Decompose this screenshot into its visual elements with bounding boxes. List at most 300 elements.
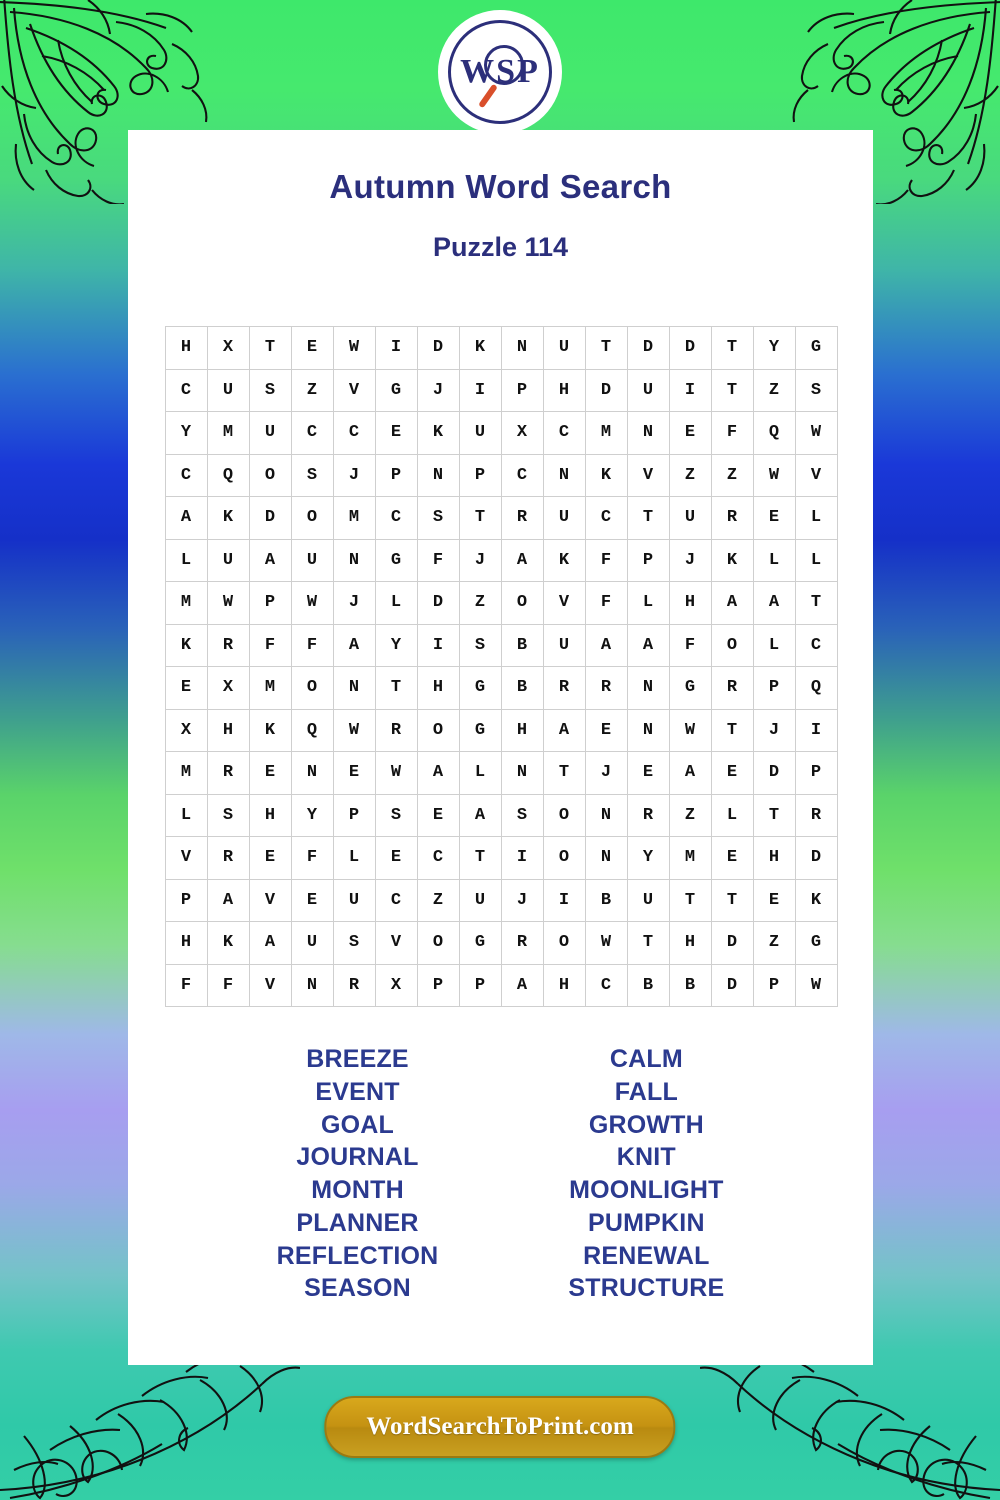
word-list xyxy=(181,1043,821,1305)
grid-cell[interactable]: T xyxy=(543,752,585,795)
word-list-column-left xyxy=(277,1043,439,1305)
grid-cell[interactable]: L xyxy=(165,794,207,837)
grid-cell[interactable]: Y xyxy=(753,327,795,370)
grid-cell[interactable]: A xyxy=(627,624,669,667)
grid-cell[interactable]: V xyxy=(375,922,417,965)
grid-cell[interactable]: W xyxy=(333,709,375,752)
grid-cell[interactable]: W xyxy=(207,582,249,625)
grid-cell[interactable]: D xyxy=(417,582,459,625)
grid-cell[interactable]: M xyxy=(249,667,291,710)
grid-cell[interactable]: F xyxy=(291,624,333,667)
grid-cell[interactable]: G xyxy=(375,369,417,412)
grid-cell[interactable]: O xyxy=(417,922,459,965)
grid-row xyxy=(165,369,837,412)
grid-cell[interactable]: S xyxy=(291,454,333,497)
grid-cell[interactable]: T xyxy=(375,667,417,710)
grid-cell[interactable]: O xyxy=(501,582,543,625)
grid-cell[interactable]: W xyxy=(669,709,711,752)
grid-cell[interactable]: Z xyxy=(669,454,711,497)
grid-cell[interactable]: M xyxy=(333,497,375,540)
grid-cell[interactable]: V xyxy=(627,454,669,497)
grid-row xyxy=(165,922,837,965)
grid-cell[interactable]: S xyxy=(501,794,543,837)
grid-cell[interactable]: L xyxy=(795,539,837,582)
word-search-grid[interactable] xyxy=(165,326,838,1007)
grid-cell[interactable]: A xyxy=(249,922,291,965)
grid-cell[interactable]: P xyxy=(459,454,501,497)
grid-cell[interactable]: O xyxy=(417,709,459,752)
grid-cell[interactable]: C xyxy=(165,454,207,497)
word-list-item: MOONLIGHT xyxy=(569,1176,724,1204)
grid-cell[interactable]: R xyxy=(501,922,543,965)
grid-cell[interactable]: I xyxy=(795,709,837,752)
grid-cell[interactable]: I xyxy=(375,327,417,370)
grid-cell[interactable]: I xyxy=(543,879,585,922)
grid-cell[interactable]: P xyxy=(249,582,291,625)
grid-cell[interactable]: Y xyxy=(291,794,333,837)
grid-cell[interactable]: K xyxy=(459,327,501,370)
grid-cell[interactable]: O xyxy=(543,922,585,965)
grid-cell[interactable]: V xyxy=(543,582,585,625)
grid-cell[interactable]: J xyxy=(459,539,501,582)
grid-cell[interactable]: I xyxy=(669,369,711,412)
grid-cell[interactable]: D xyxy=(585,369,627,412)
grid-cell[interactable]: E xyxy=(627,752,669,795)
grid-cell[interactable]: U xyxy=(627,369,669,412)
grid-cell[interactable]: A xyxy=(585,624,627,667)
grid-cell[interactable]: L xyxy=(333,837,375,880)
grid-cell[interactable]: T xyxy=(711,709,753,752)
grid-cell[interactable]: H xyxy=(501,709,543,752)
grid-cell[interactable]: K xyxy=(165,624,207,667)
grid-cell[interactable]: E xyxy=(669,412,711,455)
grid-cell[interactable]: U xyxy=(207,539,249,582)
grid-cell[interactable]: J xyxy=(417,369,459,412)
grid-cell[interactable]: F xyxy=(291,837,333,880)
grid-cell[interactable]: M xyxy=(585,412,627,455)
grid-cell[interactable]: H xyxy=(543,964,585,1007)
word-list-item: MONTH xyxy=(311,1176,404,1204)
grid-cell[interactable]: E xyxy=(753,497,795,540)
grid-cell[interactable]: G xyxy=(459,922,501,965)
grid-cell[interactable]: Q xyxy=(795,667,837,710)
grid-cell[interactable]: D xyxy=(711,922,753,965)
grid-cell[interactable]: P xyxy=(753,667,795,710)
grid-cell[interactable]: U xyxy=(543,327,585,370)
grid-cell[interactable]: W xyxy=(795,964,837,1007)
grid-cell[interactable]: Y xyxy=(627,837,669,880)
grid-cell[interactable]: Z xyxy=(417,879,459,922)
grid-cell[interactable]: V xyxy=(249,964,291,1007)
grid-cell[interactable]: P xyxy=(165,879,207,922)
grid-cell[interactable]: R xyxy=(333,964,375,1007)
grid-row xyxy=(165,964,837,1007)
grid-cell[interactable]: N xyxy=(543,454,585,497)
grid-cell[interactable]: F xyxy=(585,582,627,625)
grid-row xyxy=(165,454,837,497)
puzzle-number: Puzzle 114 xyxy=(432,232,569,262)
grid-cell[interactable]: P xyxy=(795,752,837,795)
grid-cell[interactable]: Z xyxy=(711,454,753,497)
grid-cell[interactable]: H xyxy=(669,922,711,965)
grid-cell[interactable]: P xyxy=(417,964,459,1007)
grid-cell[interactable]: N xyxy=(333,539,375,582)
grid-cell[interactable]: U xyxy=(207,369,249,412)
grid-cell[interactable]: F xyxy=(249,624,291,667)
grid-cell[interactable]: C xyxy=(417,837,459,880)
grid-cell[interactable]: B xyxy=(585,879,627,922)
grid-cell[interactable]: U xyxy=(291,922,333,965)
grid-cell[interactable]: N xyxy=(627,667,669,710)
grid-cell[interactable]: A xyxy=(333,624,375,667)
word-list-item: KNIT xyxy=(616,1143,676,1172)
grid-cell[interactable]: N xyxy=(501,327,543,370)
grid-cell[interactable]: T xyxy=(459,837,501,880)
grid-cell[interactable]: X xyxy=(165,709,207,752)
grid-cell[interactable]: H xyxy=(249,794,291,837)
word-list-item: REFLECTION xyxy=(276,1241,439,1270)
grid-cell[interactable]: F xyxy=(207,964,249,1007)
grid-cell[interactable]: G xyxy=(459,709,501,752)
grid-cell[interactable]: L xyxy=(375,582,417,625)
word-list-item: EVENT xyxy=(315,1077,400,1106)
grid-cell[interactable]: D xyxy=(669,327,711,370)
page-title: Autumn Word Search xyxy=(329,168,672,205)
word-list-item: GROWTH xyxy=(588,1110,704,1139)
grid-cell[interactable]: A xyxy=(501,539,543,582)
grid-cell[interactable]: H xyxy=(207,709,249,752)
grid-cell[interactable]: T xyxy=(753,794,795,837)
grid-row xyxy=(165,667,837,710)
grid-cell[interactable]: D xyxy=(627,327,669,370)
grid-cell[interactable]: U xyxy=(291,539,333,582)
grid-cell[interactable]: M xyxy=(165,752,207,795)
grid-cell[interactable]: S xyxy=(417,497,459,540)
grid-cell[interactable]: A xyxy=(459,794,501,837)
grid-cell[interactable]: N xyxy=(585,837,627,880)
grid-cell[interactable]: J xyxy=(333,582,375,625)
grid-cell[interactable]: O xyxy=(291,497,333,540)
grid-cell[interactable]: W xyxy=(795,412,837,455)
grid-cell[interactable]: C xyxy=(501,454,543,497)
grid-cell[interactable]: Y xyxy=(165,412,207,455)
grid-cell[interactable]: A xyxy=(165,497,207,540)
grid-row xyxy=(165,582,837,625)
grid-cell[interactable]: R xyxy=(501,497,543,540)
grid-cell[interactable]: I xyxy=(417,624,459,667)
grid-cell[interactable]: Z xyxy=(753,369,795,412)
word-list-item: BREEZE xyxy=(306,1045,409,1073)
grid-cell[interactable]: C xyxy=(333,412,375,455)
grid-cell[interactable]: S xyxy=(333,922,375,965)
grid-cell[interactable]: E xyxy=(753,879,795,922)
grid-cell[interactable]: T xyxy=(627,922,669,965)
grid-cell[interactable]: F xyxy=(585,539,627,582)
grid-cell[interactable]: G xyxy=(375,539,417,582)
grid-cell[interactable]: N xyxy=(627,709,669,752)
website-button[interactable] xyxy=(324,1396,675,1458)
puzzle-page xyxy=(128,130,873,1365)
grid-cell[interactable]: J xyxy=(669,539,711,582)
grid-row xyxy=(165,752,837,795)
grid-cell[interactable]: N xyxy=(585,794,627,837)
grid-cell[interactable]: B xyxy=(669,964,711,1007)
grid-cell[interactable]: G xyxy=(795,922,837,965)
grid-cell[interactable]: E xyxy=(375,837,417,880)
grid-cell[interactable]: O xyxy=(249,454,291,497)
grid-cell[interactable]: H xyxy=(165,327,207,370)
grid-cell[interactable]: E xyxy=(249,837,291,880)
grid-cell[interactable]: R xyxy=(627,794,669,837)
grid-cell[interactable]: M xyxy=(165,582,207,625)
grid-cell[interactable]: C xyxy=(543,412,585,455)
grid-cell[interactable]: E xyxy=(417,794,459,837)
grid-cell[interactable]: J xyxy=(753,709,795,752)
grid-cell[interactable]: M xyxy=(207,412,249,455)
word-list-item: JOURNAL xyxy=(296,1143,419,1172)
grid-cell[interactable]: K xyxy=(711,539,753,582)
grid-cell[interactable]: L xyxy=(459,752,501,795)
grid-cell[interactable]: I xyxy=(501,837,543,880)
word-list-item: CALM xyxy=(609,1045,683,1073)
grid-row xyxy=(165,709,837,752)
grid-cell[interactable]: I xyxy=(459,369,501,412)
grid-cell[interactable]: R xyxy=(711,497,753,540)
grid-cell[interactable]: A xyxy=(711,582,753,625)
grid-cell[interactable]: W xyxy=(375,752,417,795)
grid-cell[interactable]: A xyxy=(669,752,711,795)
grid-cell[interactable]: E xyxy=(291,879,333,922)
grid-cell[interactable]: C xyxy=(795,624,837,667)
grid-row xyxy=(165,879,837,922)
grid-cell[interactable]: P xyxy=(753,964,795,1007)
grid-cell[interactable]: E xyxy=(333,752,375,795)
logo-text: WSP xyxy=(460,53,540,90)
grid-cell[interactable]: V xyxy=(249,879,291,922)
grid-cell[interactable]: S xyxy=(207,794,249,837)
grid-cell[interactable]: N xyxy=(417,454,459,497)
grid-cell[interactable]: J xyxy=(501,879,543,922)
grid-cell[interactable]: N xyxy=(291,964,333,1007)
grid-cell[interactable]: L xyxy=(753,539,795,582)
grid-cell[interactable]: X xyxy=(375,964,417,1007)
grid-cell[interactable]: B xyxy=(627,964,669,1007)
grid-cell[interactable]: K xyxy=(543,539,585,582)
grid-cell[interactable]: Y xyxy=(375,624,417,667)
website-label: WordSearchToPrint.com xyxy=(366,1413,634,1440)
grid-cell[interactable]: C xyxy=(291,412,333,455)
grid-cell[interactable]: P xyxy=(459,964,501,1007)
grid-cell[interactable]: T xyxy=(627,497,669,540)
grid-cell[interactable]: H xyxy=(165,922,207,965)
grid-cell[interactable]: O xyxy=(543,837,585,880)
grid-cell[interactable]: A xyxy=(501,964,543,1007)
grid-cell[interactable]: F xyxy=(165,964,207,1007)
grid-cell[interactable]: E xyxy=(711,837,753,880)
word-list-column-right xyxy=(568,1043,724,1305)
grid-cell[interactable]: X xyxy=(207,327,249,370)
grid-cell[interactable]: K xyxy=(249,709,291,752)
grid-cell[interactable]: L xyxy=(711,794,753,837)
grid-cell[interactable]: L xyxy=(627,582,669,625)
grid-cell[interactable]: E xyxy=(291,327,333,370)
grid-cell[interactable]: D xyxy=(417,327,459,370)
grid-cell[interactable]: B xyxy=(501,624,543,667)
grid-cell[interactable]: G xyxy=(669,667,711,710)
word-list-item: PLANNER xyxy=(296,1208,419,1237)
grid-cell[interactable]: L xyxy=(165,539,207,582)
grid-cell[interactable]: O xyxy=(543,794,585,837)
grid-cell[interactable]: D xyxy=(249,497,291,540)
grid-cell[interactable]: D xyxy=(753,752,795,795)
grid-cell[interactable]: E xyxy=(711,752,753,795)
grid-cell[interactable]: C xyxy=(585,964,627,1007)
word-list-item: FALL xyxy=(614,1077,678,1106)
grid-cell[interactable]: D xyxy=(795,837,837,880)
grid-cell[interactable]: K xyxy=(417,412,459,455)
grid-cell[interactable]: R xyxy=(207,837,249,880)
grid-cell[interactable]: H xyxy=(543,369,585,412)
grid-cell[interactable]: P xyxy=(501,369,543,412)
grid-cell[interactable]: C xyxy=(375,879,417,922)
grid-cell[interactable]: N xyxy=(501,752,543,795)
grid-cell[interactable]: E xyxy=(375,412,417,455)
grid-cell[interactable]: E xyxy=(165,667,207,710)
grid-cell[interactable]: U xyxy=(627,879,669,922)
grid-cell[interactable]: V xyxy=(795,454,837,497)
grid-cell[interactable]: Z xyxy=(291,369,333,412)
grid-cell[interactable]: W xyxy=(753,454,795,497)
grid-row xyxy=(165,497,837,540)
grid-cell[interactable]: U xyxy=(543,624,585,667)
grid-cell[interactable]: R xyxy=(795,794,837,837)
brand-logo xyxy=(438,10,562,134)
grid-cell[interactable]: U xyxy=(459,412,501,455)
word-search-grid-wrapper xyxy=(165,326,837,1007)
grid-cell[interactable]: R xyxy=(207,752,249,795)
grid-cell[interactable]: S xyxy=(459,624,501,667)
grid-cell[interactable]: X xyxy=(501,412,543,455)
grid-cell[interactable]: U xyxy=(333,879,375,922)
grid-cell[interactable]: F xyxy=(711,412,753,455)
grid-cell[interactable]: A xyxy=(417,752,459,795)
grid-cell[interactable]: J xyxy=(585,752,627,795)
grid-cell[interactable]: R xyxy=(543,667,585,710)
grid-cell[interactable]: W xyxy=(585,922,627,965)
grid-cell[interactable]: Q xyxy=(207,454,249,497)
grid-cell[interactable]: P xyxy=(333,794,375,837)
grid-cell[interactable]: T xyxy=(669,879,711,922)
grid-cell[interactable]: C xyxy=(165,369,207,412)
grid-cell[interactable]: K xyxy=(207,497,249,540)
grid-cell[interactable]: H xyxy=(669,582,711,625)
grid-cell[interactable]: E xyxy=(249,752,291,795)
grid-cell[interactable]: P xyxy=(375,454,417,497)
grid-cell[interactable]: O xyxy=(291,667,333,710)
grid-cell[interactable]: F xyxy=(417,539,459,582)
grid-cell[interactable]: F xyxy=(669,624,711,667)
grid-cell[interactable]: A xyxy=(249,539,291,582)
grid-cell[interactable]: H xyxy=(753,837,795,880)
grid-row xyxy=(165,624,837,667)
grid-row xyxy=(165,539,837,582)
logo-ring xyxy=(448,20,552,124)
grid-cell[interactable]: H xyxy=(417,667,459,710)
grid-cell[interactable]: Z xyxy=(669,794,711,837)
grid-cell[interactable]: R xyxy=(711,667,753,710)
grid-cell[interactable]: U xyxy=(249,412,291,455)
grid-cell[interactable]: U xyxy=(459,879,501,922)
word-list-item: RENEWAL xyxy=(583,1241,710,1270)
grid-cell[interactable]: L xyxy=(795,497,837,540)
grid-cell[interactable]: T xyxy=(249,327,291,370)
grid-cell[interactable]: K xyxy=(207,922,249,965)
grid-row xyxy=(165,412,837,455)
grid-cell[interactable]: N xyxy=(333,667,375,710)
grid-cell[interactable]: K xyxy=(795,879,837,922)
grid-row xyxy=(165,794,837,837)
grid-cell[interactable]: V xyxy=(165,837,207,880)
grid-cell[interactable]: R xyxy=(375,709,417,752)
grid-cell[interactable]: C xyxy=(375,497,417,540)
grid-cell[interactable]: N xyxy=(627,412,669,455)
grid-cell[interactable]: V xyxy=(333,369,375,412)
grid-cell[interactable]: T xyxy=(585,327,627,370)
grid-cell[interactable]: L xyxy=(753,624,795,667)
grid-cell[interactable]: B xyxy=(501,667,543,710)
word-list-item: STRUCTURE xyxy=(568,1274,725,1303)
grid-cell[interactable]: M xyxy=(669,837,711,880)
grid-cell[interactable]: O xyxy=(711,624,753,667)
grid-cell[interactable]: X xyxy=(207,667,249,710)
grid-cell[interactable]: W xyxy=(333,327,375,370)
grid-cell[interactable]: G xyxy=(459,667,501,710)
grid-cell[interactable]: Q xyxy=(753,412,795,455)
grid-cell[interactable]: A xyxy=(753,582,795,625)
grid-cell[interactable]: C xyxy=(585,497,627,540)
word-list-item: PUMPKIN xyxy=(588,1208,705,1237)
grid-cell[interactable]: P xyxy=(627,539,669,582)
grid-row xyxy=(165,837,837,880)
grid-cell[interactable]: J xyxy=(333,454,375,497)
grid-cell[interactable]: N xyxy=(291,752,333,795)
word-list-item: SEASON xyxy=(304,1274,411,1303)
grid-cell[interactable]: D xyxy=(711,964,753,1007)
grid-cell[interactable]: G xyxy=(795,327,837,370)
grid-cell[interactable]: U xyxy=(543,497,585,540)
grid-cell[interactable]: T xyxy=(459,497,501,540)
grid-cell[interactable]: S xyxy=(795,369,837,412)
grid-cell[interactable]: Z xyxy=(459,582,501,625)
grid-cell[interactable]: K xyxy=(585,454,627,497)
grid-cell[interactable]: T xyxy=(711,369,753,412)
grid-cell[interactable]: S xyxy=(375,794,417,837)
grid-cell[interactable]: T xyxy=(711,327,753,370)
grid-cell[interactable]: E xyxy=(585,709,627,752)
grid-cell[interactable]: W xyxy=(291,582,333,625)
grid-cell[interactable]: Q xyxy=(291,709,333,752)
grid-cell[interactable]: R xyxy=(585,667,627,710)
grid-cell[interactable]: A xyxy=(543,709,585,752)
grid-cell[interactable]: S xyxy=(249,369,291,412)
grid-cell[interactable]: A xyxy=(207,879,249,922)
grid-cell[interactable]: R xyxy=(207,624,249,667)
grid-cell[interactable]: T xyxy=(795,582,837,625)
grid-cell[interactable]: T xyxy=(711,879,753,922)
grid-cell[interactable]: Z xyxy=(753,922,795,965)
footer-website-button[interactable] xyxy=(324,1396,675,1458)
grid-cell[interactable]: U xyxy=(669,497,711,540)
